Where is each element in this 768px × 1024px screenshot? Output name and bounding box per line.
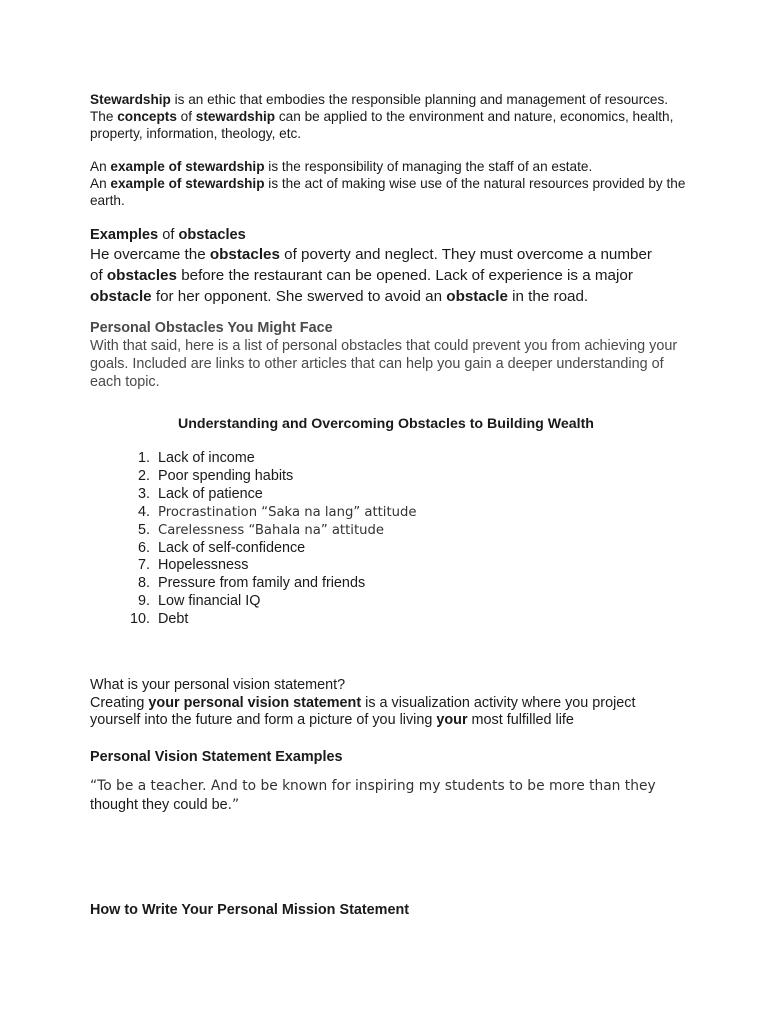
stewardship-definition: Stewardship is an ethic that embodies the responsible planning and management of resources. The concepts of stewardship can be applied to the environment and nature, economics, health, property, information, theology, etc. (90, 92, 674, 141)
list-item: 2. Poor spending habits (137, 467, 294, 484)
list-item: 5. Carelessness “Bahala na” attitude (137, 521, 384, 538)
obstacles-section (90, 226, 690, 307)
stewardship-examples (90, 159, 690, 209)
wealth-obstacles-heading: Understanding and Overcoming Obstacles to Building Wealth (178, 416, 594, 432)
vision-examples-heading: Personal Vision Statement Examples (90, 749, 343, 765)
obstacles-heading: Examples of obstacles (90, 227, 246, 243)
list-item: 1. Lack of income (137, 450, 255, 466)
vision-question: What is your personal vision statement? (90, 677, 346, 693)
stewardship-example-2: An example of stewardship is the act of making wise use of the natural resources provided by the earth. (90, 175, 686, 208)
personal-obstacles-section (90, 319, 690, 391)
list-item: 3. Lack of patience (137, 485, 263, 502)
list-item: 9. Low financial IQ (137, 593, 261, 610)
list-item: 10. Debt (130, 611, 189, 628)
wealth-obstacles-list (130, 450, 416, 629)
stewardship-example-1: An example of stewardship is the responsibility of managing the staff of an estate. (90, 159, 593, 174)
vision-description: Creating your personal vision statement is a visualization activity where you project yourself into the future and form a picture of you living your most fulfilled life (90, 694, 636, 728)
list-item: 6. Lack of self-confidence (137, 539, 306, 556)
obstacles-examples-text: He overcame the obstacles of poverty and neglect. They must overcome a number of obstacles before the restaurant can be opened. Lack of experience is a major obstacle for her opponent. She swerved to avoid an obstacle in the road. (90, 246, 652, 305)
mission-heading: How to Write Your Personal Mission Statement (90, 902, 410, 918)
personal-obstacles-heading: Personal Obstacles You Might Face (90, 320, 333, 336)
vision-section (90, 677, 690, 730)
list-item: 8. Pressure from family and friends (137, 575, 366, 592)
vision-quote: “To be a teacher. And to be known for inspiring my students to be more than they thought they could be.” (90, 778, 656, 813)
personal-obstacles-text: With that said, here is a list of personal obstacles that could prevent you from achieving your goals. Included are links to other articles that can help you gain a deeper understanding of each topic. (90, 338, 678, 390)
list-item: 4. Procrastination “Saka na lang” attitude (137, 503, 417, 520)
list-item: 7. Hopelessness (137, 557, 249, 574)
